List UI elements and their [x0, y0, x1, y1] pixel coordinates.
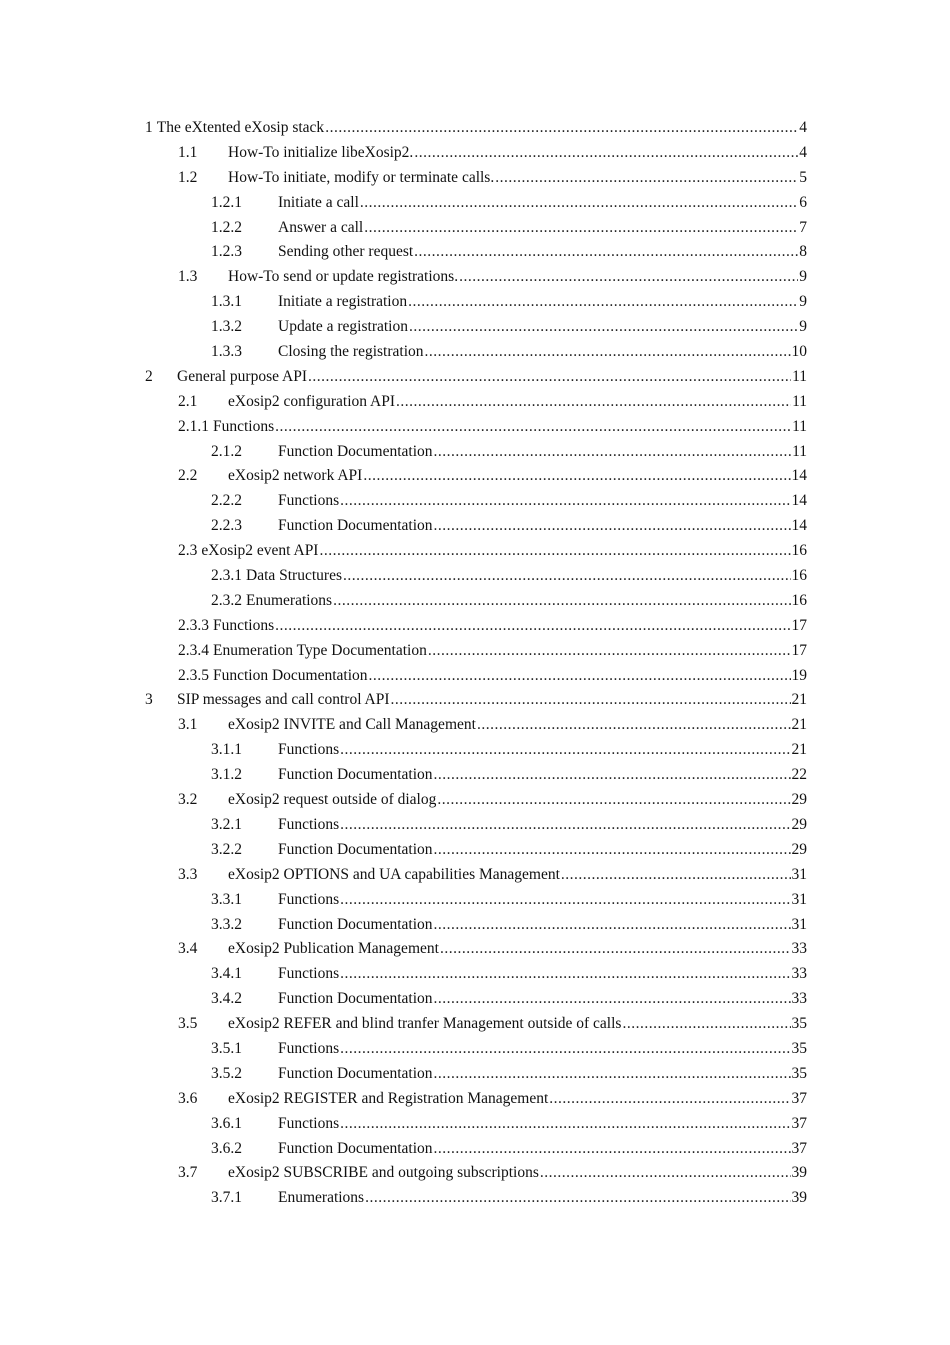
dot-leader [434, 763, 791, 788]
dot-leader [340, 888, 790, 913]
toc-entry-number: 2.1.2 [211, 442, 242, 460]
toc-entry-title: eXosip2 INVITE and Call Management [228, 716, 476, 734]
toc-entry-number: 3.4.1 [211, 965, 242, 983]
toc-entry[interactable] [145, 962, 807, 987]
toc-entry[interactable] [145, 888, 807, 913]
toc-entry[interactable] [145, 191, 807, 216]
toc-entry-title: Sending other request [278, 243, 414, 261]
toc-entry-number: 3.6.1 [211, 1114, 242, 1132]
toc-entry-number: 1.2.1 [211, 193, 242, 211]
toc-entry-number: 1.3.3 [211, 343, 242, 361]
toc-entry[interactable] [145, 589, 807, 614]
toc-entry-title: eXosip2 network API [228, 467, 363, 485]
dot-leader [440, 937, 791, 962]
toc-entry-page-number: 17 [791, 641, 807, 659]
toc-entry[interactable] [145, 838, 807, 863]
toc-entry[interactable] [145, 116, 807, 141]
toc-entry-page-number: 11 [792, 392, 807, 410]
toc-entry-title: Answer a call [278, 218, 364, 236]
toc-entry[interactable] [145, 265, 807, 290]
toc-entry-number: 3.6.2 [211, 1139, 242, 1157]
toc-entry-number: 1 [145, 119, 153, 136]
toc-entry-title: eXosip2 event API [201, 542, 319, 560]
toc-entry[interactable] [145, 863, 807, 888]
dot-leader [434, 1137, 791, 1162]
dot-leader [495, 166, 798, 191]
toc-entry-number: 2.2.2 [211, 492, 242, 510]
toc-entry-title: eXosip2 configuration API [228, 392, 396, 410]
toc-entry-number: 3.1 [178, 716, 198, 734]
toc-entry-title: eXosip2 REFER and blind tranfer Management outside of calls [228, 1015, 622, 1033]
toc-entry-title: Function Documentation [278, 990, 433, 1008]
toc-entry-number: 2.1 [178, 392, 198, 410]
toc-entry[interactable] [145, 937, 807, 962]
toc-entry-page-number: 33 [791, 990, 807, 1008]
dot-leader [425, 340, 791, 365]
dot-leader [434, 838, 791, 863]
toc-entry-number: 3.3.2 [211, 915, 242, 933]
toc-entry[interactable] [145, 688, 807, 713]
toc-entry-title: Functions [213, 616, 275, 634]
toc-entry[interactable] [145, 464, 807, 489]
toc-entry-number: 1.3.1 [211, 293, 242, 311]
toc-entry-number: 3.2.2 [211, 840, 242, 858]
toc-entry-page-number: 29 [791, 815, 807, 833]
dot-leader [391, 688, 791, 713]
dot-leader [325, 116, 798, 141]
toc-entry-title: Function Documentation [278, 517, 433, 535]
toc-entry-page-number: 11 [792, 367, 807, 385]
table-of-contents [145, 116, 807, 1211]
toc-entry-title: Functions [278, 815, 340, 833]
toc-entry-page-number: 4 [799, 143, 807, 161]
toc-entry[interactable] [145, 1012, 807, 1037]
toc-entry-title: How-To initiate, modify or terminate calls. [228, 168, 495, 186]
toc-entry-number: 2.3.1 [211, 567, 242, 585]
toc-entry-title: eXosip2 Publication Management [228, 940, 439, 958]
dot-leader [275, 614, 790, 639]
toc-entry-page-number: 14 [791, 517, 807, 535]
toc-entry-title: eXosip2 OPTIONS and UA capabilities Management [228, 865, 560, 883]
toc-entry-title: Function Documentation [278, 1139, 433, 1157]
toc-entry-number: 3.1.1 [211, 741, 242, 759]
toc-entry-title: Data Structures [246, 567, 342, 585]
toc-entry[interactable] [145, 614, 807, 639]
toc-entry-page-number: 6 [799, 193, 807, 211]
toc-entry-number: 3.1.2 [211, 766, 242, 784]
toc-entry-number: 3.5.1 [211, 1039, 242, 1057]
toc-entry-page-number: 9 [799, 293, 807, 311]
toc-entry-page-number: 39 [791, 1164, 807, 1182]
toc-entry-title: General purpose API [177, 367, 307, 385]
dot-leader [428, 639, 791, 664]
toc-entry-number: 3.5 [178, 1015, 198, 1033]
toc-entry-title: Function Documentation [213, 666, 368, 684]
toc-entry[interactable] [145, 738, 807, 763]
toc-entry-title: How-To initialize libeXosip2. [228, 143, 414, 161]
toc-entry-page-number: 21 [791, 716, 807, 734]
toc-entry-number: 3.5.2 [211, 1064, 242, 1082]
toc-entry-page-number: 11 [792, 442, 807, 460]
dot-leader [364, 216, 798, 241]
dot-leader [434, 514, 791, 539]
dot-leader [340, 489, 790, 514]
toc-entry-number: 2.1.1 [178, 417, 209, 435]
toc-entry[interactable] [145, 415, 807, 440]
toc-entry[interactable] [145, 1161, 807, 1186]
toc-entry[interactable] [145, 664, 807, 689]
toc-entry-title: Functions [278, 492, 340, 510]
toc-entry[interactable] [145, 1137, 807, 1162]
toc-entry-number: 3.7 [178, 1164, 198, 1182]
toc-entry[interactable] [145, 639, 807, 664]
toc-entry-title: SIP messages and call control API [177, 691, 390, 709]
toc-entry[interactable] [145, 514, 807, 539]
toc-entry-number: 2.3 [178, 542, 198, 560]
toc-entry[interactable] [145, 315, 807, 340]
toc-entry-number: 3.4 [178, 940, 198, 958]
dot-leader [365, 1186, 790, 1211]
toc-entry[interactable] [145, 788, 807, 813]
dot-leader [308, 365, 791, 390]
toc-entry-number: 2 [145, 367, 153, 385]
toc-entry-title: Functions [278, 965, 340, 983]
toc-entry-number: 1.2 [178, 168, 198, 186]
dot-leader [540, 1161, 791, 1186]
dot-leader [459, 265, 798, 290]
toc-entry[interactable] [145, 987, 807, 1012]
toc-entry[interactable] [145, 763, 807, 788]
toc-entry[interactable] [145, 1087, 807, 1112]
toc-entry[interactable] [145, 390, 807, 415]
toc-entry-title: Enumerations [278, 1189, 365, 1207]
toc-entry-page-number: 4 [799, 119, 807, 136]
toc-entry-page-number: 37 [791, 1139, 807, 1157]
dot-leader [363, 464, 790, 489]
toc-entry-page-number: 10 [791, 343, 807, 361]
toc-entry-number: 3.2.1 [211, 815, 242, 833]
toc-entry-title: Functions [278, 741, 340, 759]
toc-entry[interactable] [145, 340, 807, 365]
toc-entry-number: 3.4.2 [211, 990, 242, 1008]
toc-entry-title: Functions [278, 1114, 340, 1132]
toc-entry-title: Initiate a registration [278, 293, 408, 311]
toc-entry-title: Enumerations [246, 591, 333, 609]
toc-entry-page-number: 16 [791, 567, 807, 585]
toc-entry-title: Function Documentation [278, 840, 433, 858]
toc-entry-title: How-To send or update registrations. [228, 268, 459, 286]
toc-entry-page-number: 8 [799, 243, 807, 261]
dot-leader [434, 913, 791, 938]
toc-entry-page-number: 29 [791, 840, 807, 858]
toc-entry-page-number: 35 [791, 1039, 807, 1057]
toc-entry-title: eXosip2 request outside of dialog [228, 791, 437, 809]
toc-entry[interactable] [145, 166, 807, 191]
toc-entry[interactable] [145, 1186, 807, 1211]
toc-entry-page-number: 9 [799, 268, 807, 286]
toc-entry-title: The eXtented eXosip stack [156, 119, 325, 136]
toc-entry-page-number: 14 [791, 467, 807, 485]
toc-entry-title: Functions [213, 417, 275, 435]
toc-entry-number: 1.2.3 [211, 243, 242, 261]
toc-entry-page-number: 37 [791, 1089, 807, 1107]
toc-entry[interactable] [145, 240, 807, 265]
toc-entry-page-number: 9 [799, 318, 807, 336]
toc-entry-number: 1.2.2 [211, 218, 242, 236]
dot-leader [360, 191, 798, 216]
toc-entry-number: 3 [145, 691, 153, 709]
toc-entry-title: Functions [278, 1039, 340, 1057]
toc-entry-page-number: 11 [792, 417, 807, 435]
toc-entry-number: 2.2 [178, 467, 198, 485]
toc-entry-page-number: 37 [791, 1114, 807, 1132]
toc-entry-title: Function Documentation [278, 442, 433, 460]
toc-entry-page-number: 31 [791, 915, 807, 933]
toc-entry[interactable] [145, 1062, 807, 1087]
toc-entry-title: Function Documentation [278, 1064, 433, 1082]
toc-entry-number: 2.3.3 [178, 616, 209, 634]
toc-entry[interactable] [145, 1037, 807, 1062]
toc-entry-number: 3.3.1 [211, 890, 242, 908]
toc-entry-page-number: 21 [791, 741, 807, 759]
dot-leader [434, 1062, 791, 1087]
toc-entry[interactable] [145, 216, 807, 241]
toc-entry[interactable] [145, 290, 807, 315]
toc-entry[interactable] [145, 564, 807, 589]
toc-entry[interactable] [145, 539, 807, 564]
toc-entry[interactable] [145, 913, 807, 938]
toc-entry-number: 3.3 [178, 865, 198, 883]
dot-leader [340, 813, 790, 838]
toc-entry-page-number: 5 [799, 168, 807, 186]
dot-leader [340, 1112, 790, 1137]
toc-entry-page-number: 17 [791, 616, 807, 634]
toc-entry[interactable] [145, 1112, 807, 1137]
toc-entry-page-number: 16 [791, 542, 807, 560]
toc-entry[interactable] [145, 489, 807, 514]
toc-entry[interactable] [145, 141, 807, 166]
toc-entry-page-number: 14 [791, 492, 807, 510]
dot-leader [333, 589, 790, 614]
toc-entry-title: Initiate a call [278, 193, 359, 211]
dot-leader [343, 564, 791, 589]
toc-entry-number: 1.1 [178, 143, 198, 161]
toc-entry-page-number: 33 [791, 965, 807, 983]
toc-entry-page-number: 29 [791, 791, 807, 809]
toc-entry-number: 2.3.5 [178, 666, 209, 684]
dot-leader [409, 315, 798, 340]
dot-leader [622, 1012, 790, 1037]
dot-leader [477, 713, 791, 738]
dot-leader [340, 738, 790, 763]
dot-leader [369, 664, 791, 689]
dot-leader [275, 415, 791, 440]
toc-entry-page-number: 19 [791, 666, 807, 684]
dot-leader [434, 440, 792, 465]
toc-entry[interactable] [145, 813, 807, 838]
toc-entry-page-number: 35 [791, 1064, 807, 1082]
toc-entry-number: 2.3.4 [178, 641, 209, 659]
toc-entry[interactable] [145, 440, 807, 465]
toc-entry[interactable] [145, 713, 807, 738]
toc-entry-page-number: 16 [791, 591, 807, 609]
toc-entry-page-number: 33 [791, 940, 807, 958]
dot-leader [340, 962, 790, 987]
toc-entry-page-number: 35 [791, 1015, 807, 1033]
toc-entry-page-number: 21 [791, 691, 807, 709]
toc-entry-title: Function Documentation [278, 915, 433, 933]
toc-entry-title: eXosip2 REGISTER and Registration Management [228, 1089, 549, 1107]
toc-entry-page-number: 39 [791, 1189, 807, 1207]
toc-entry-number: 2.2.3 [211, 517, 242, 535]
dot-leader [549, 1087, 790, 1112]
dot-leader [414, 240, 798, 265]
toc-entry-page-number: 7 [799, 218, 807, 236]
toc-entry-number: 3.6 [178, 1089, 198, 1107]
toc-entry-number: 2.3.2 [211, 591, 242, 609]
dot-leader [408, 290, 798, 315]
toc-entry-title: Functions [278, 890, 340, 908]
dot-leader [561, 863, 791, 888]
toc-entry-title: Update a registration [278, 318, 408, 336]
dot-leader [340, 1037, 790, 1062]
toc-entry-page-number: 22 [791, 766, 807, 784]
toc-entry-title: Enumeration Type Documentation [213, 641, 427, 659]
toc-entry-title: Closing the registration [278, 343, 424, 361]
toc-entry-title: Function Documentation [278, 766, 433, 784]
dot-leader [396, 390, 791, 415]
dot-leader [319, 539, 790, 564]
toc-entry-number: 1.3 [178, 268, 198, 286]
toc-entry-number: 3.7.1 [211, 1189, 242, 1207]
dot-leader [414, 141, 798, 166]
toc-entry-page-number: 31 [791, 890, 807, 908]
toc-entry[interactable] [145, 365, 807, 390]
toc-entry-title: eXosip2 SUBSCRIBE and outgoing subscriptions [228, 1164, 539, 1182]
toc-entry-page-number: 31 [791, 865, 807, 883]
toc-entry-number: 3.2 [178, 791, 198, 809]
dot-leader [437, 788, 790, 813]
dot-leader [434, 987, 791, 1012]
toc-entry-number: 1.3.2 [211, 318, 242, 336]
